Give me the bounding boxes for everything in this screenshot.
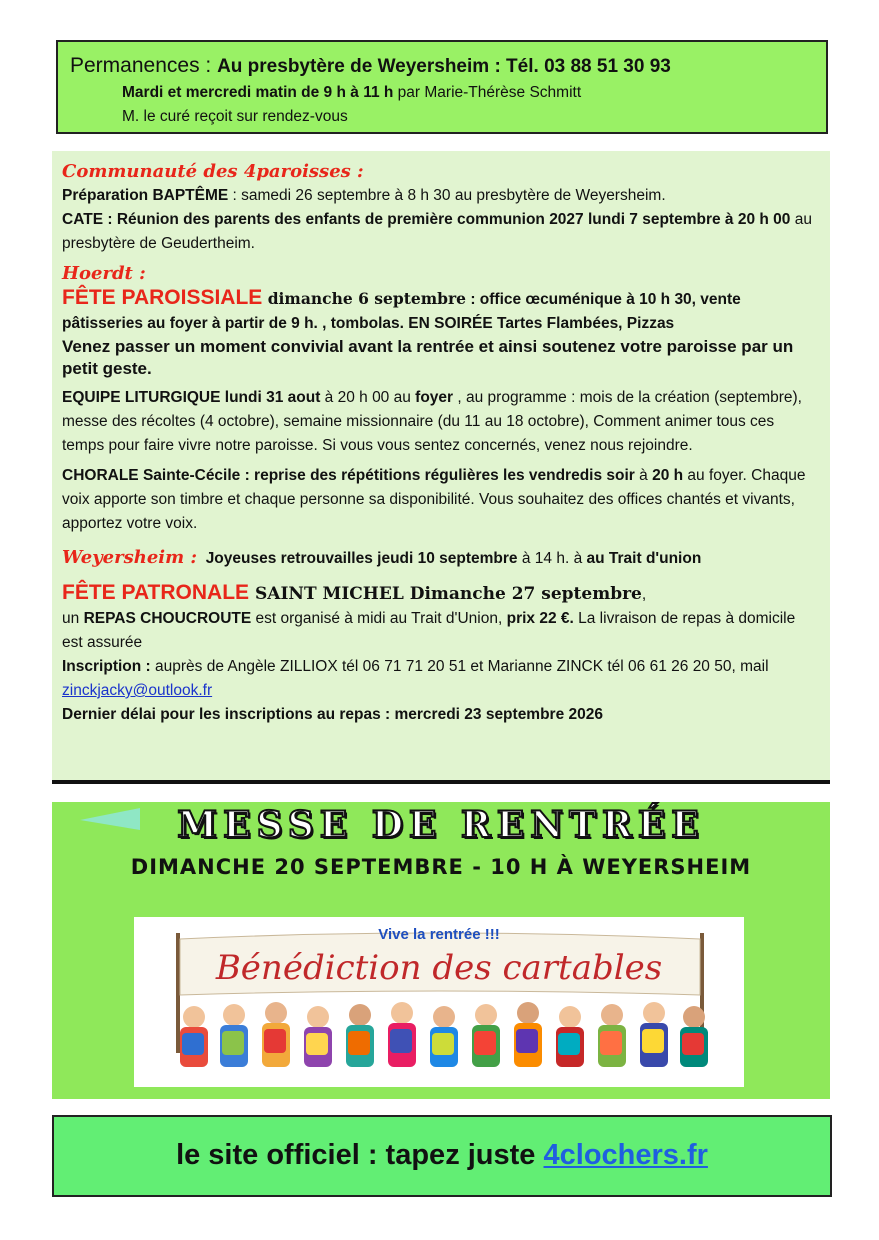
banner-top-text: Vive la rentrée !!!: [378, 926, 500, 943]
equipe-mid: à 20 h 00 au: [320, 389, 416, 406]
announcements-box: [52, 151, 830, 783]
permanences-hours: [70, 81, 814, 105]
inscription-rest: auprès de Angèle ZILLIOX tél 06 71 71 20 51 et Marianne ZINCK tél 06 61 26 20 50, mail: [150, 658, 769, 675]
repas-mid: est organisé à midi au Trait d'Union,: [251, 610, 507, 627]
retrouvailles-mid: à 14 h. à: [517, 550, 587, 567]
delai-line: [62, 703, 820, 727]
cate-rest: au presbytère de Geudertheim.: [62, 211, 812, 252]
bapteme-paragraph: [62, 184, 820, 208]
fete-paroissiale-paragraph: [62, 286, 820, 336]
messe-box: [52, 802, 830, 1099]
fete-patronale-title: FÊTE PATRONALE: [62, 581, 250, 604]
permanences-title-line: [70, 52, 814, 81]
repas-rest: La livraison de repas à domicile est assurée: [62, 610, 796, 651]
fete-invite: Venez passer un moment convivial avant la rentrée et ainsi soutenez votre paroisse par un petit geste.: [62, 337, 794, 378]
repas-pre: un: [62, 610, 84, 627]
site-box: [52, 1115, 832, 1197]
equipe-paragraph: [62, 386, 820, 458]
chorale-time: 20 h: [652, 467, 684, 484]
retrouvailles-bold: Joyeuses retrouvailles jeudi 10 septembre: [205, 550, 518, 567]
communaute-heading: Communauté des 4paroisses :: [62, 161, 364, 182]
fete-patronale-saint: SAINT MICHEL Dimanche 27 septembre: [249, 584, 642, 604]
repas-prix: prix 22 €.: [506, 610, 574, 627]
chorale-bold: CHORALE Sainte-Cécile : reprise des répétitions régulières les vendredis soir: [62, 467, 635, 484]
equipe-foyer: foyer: [415, 389, 454, 406]
bapteme-rest: : samedi 26 septembre à 8 h 30 au presbytère de Weyersheim.: [228, 187, 666, 204]
cate-bold: CATE : Réunion des parents des enfants de première communion 2027 lundi 7 septembre à 20 h 00: [62, 211, 791, 228]
fete-patronale-comma: ,: [641, 586, 647, 603]
hoerdt-heading: Hoerdt :: [62, 263, 146, 284]
messe-title: MESSE DE RENTRÉE: [177, 804, 705, 846]
permanences-address: Au presbytère de Weyersheim : Tél. 03 88 51 30 93: [217, 56, 671, 77]
weyersheim-retrouvailles: [62, 546, 820, 571]
site-text: le site officiel : tapez juste: [176, 1139, 544, 1171]
equipe-rest: , au programme : mois de la création (septembre), messe des récoltes (4 octobre), semaine missionnaire (du 11 au 18 octobre), Comment animer tous ces temps pour faire vivre notre paroisse. Si vous vous sentez concernés, venez nous rejoindre.: [62, 389, 802, 454]
fete-paroissiale-day: dimanche 6 septembre: [262, 289, 467, 308]
repas-paragraph: [62, 607, 820, 655]
permanences-box: [56, 40, 828, 134]
fete-paroissiale-text: : office œcuménique à 10 h 30, vente pâtisseries au foyer à partir de 9 h. , tombolas. EN SOIRÉE Tartes Flambées, Pizzas: [62, 291, 741, 332]
chorale-paragraph: [62, 464, 820, 536]
divider-line: [52, 780, 830, 784]
fete-paroissiale-title: FÊTE PAROISSIALE: [62, 286, 263, 309]
repas-bold: REPAS CHOUCROUTE: [83, 610, 252, 627]
permanences-hours-bold: Mardi et mercredi matin de 9 h à 11 h: [122, 84, 394, 101]
permanences-label: Permanences :: [70, 54, 218, 77]
weyersheim-heading: Weyersheim :: [62, 547, 198, 568]
chorale-mid: à: [634, 467, 653, 484]
permanences-cure: M. le curé reçoit sur rendez-vous: [122, 108, 348, 125]
messe-date: DIMANCHE 20 SEPTEMBRE - 10 H À WEYERSHEIM: [130, 855, 752, 879]
site-url-link[interactable]: 4clochers.fr: [543, 1139, 708, 1171]
chorale-rest: au foyer. Chaque voix apporte son timbre et chaque personne sa disponibilité. Vous souhaitez des offices chantés et vivants, apportez votre voix.: [62, 467, 806, 532]
cate-paragraph: [62, 208, 820, 256]
permanences-hours-rest: par Marie-Thérèse Schmitt: [393, 84, 582, 101]
fete-patronale-line: [62, 581, 820, 607]
inscription-paragraph: [62, 655, 820, 703]
equipe-bold: EQUIPE LITURGIQUE lundi 31 aout: [62, 389, 321, 406]
benediction-banner-image: [134, 917, 744, 1087]
mail-link[interactable]: zinckjacky@outlook.fr: [62, 682, 213, 699]
retrouvailles-place: au Trait d'union: [586, 550, 702, 567]
banner-main-text: Bénédiction des cartables: [215, 948, 663, 988]
inscription-bold: Inscription :: [62, 658, 151, 675]
bapteme-bold: Préparation BAPTÊME: [62, 187, 229, 204]
delai-bold: Dernier délai pour les inscriptions au repas : mercredi 23 septembre 2026: [62, 706, 604, 723]
